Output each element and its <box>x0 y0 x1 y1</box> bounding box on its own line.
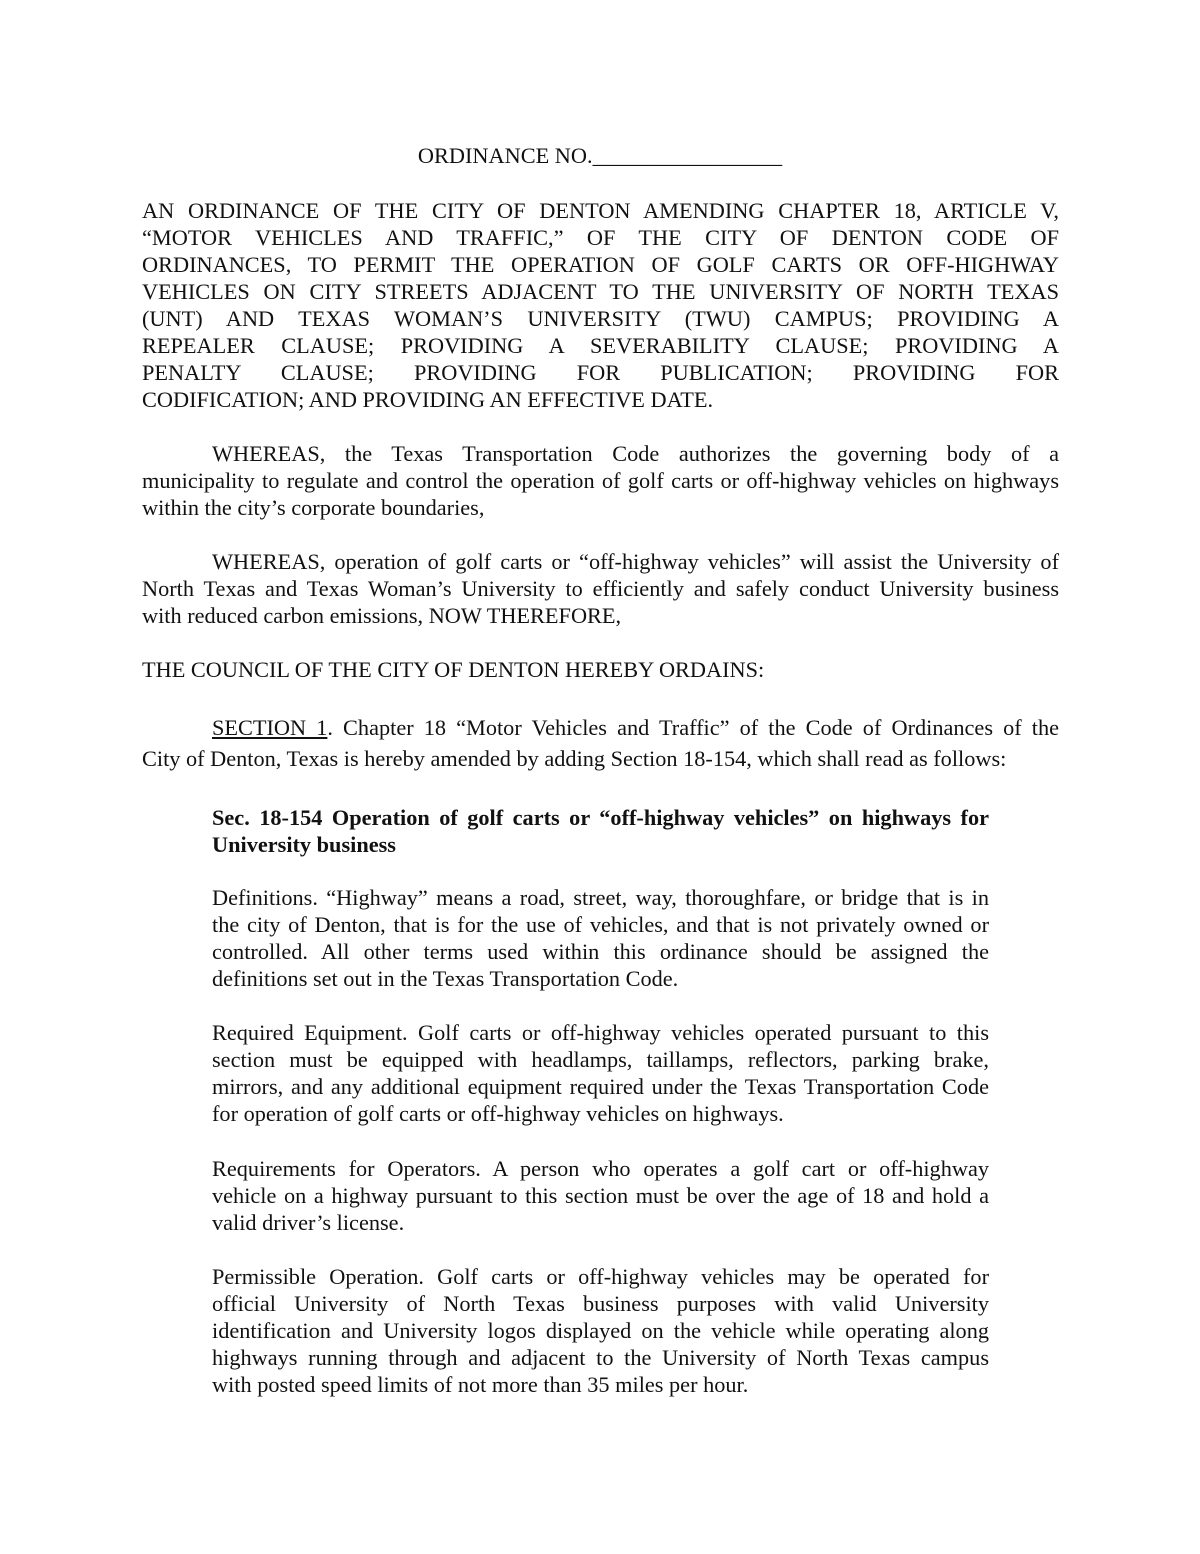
text-line: highways running through and adjacent to the University of North Texas campus <box>212 1345 989 1370</box>
text-line: VEHICLES ON CITY STREETS ADJACENT TO THE UNIVERSITY OF NORTH TEXAS <box>142 279 1059 304</box>
section-1-label: SECTION 1 <box>212 715 328 740</box>
text-line: THE COUNCIL OF THE CITY OF DENTON HEREBY ORDAINS: <box>142 657 765 682</box>
text-line: REPEALER CLAUSE; PROVIDING A SEVERABILITY CLAUSE; PROVIDING A <box>142 333 1059 358</box>
text-line: within the city’s corporate boundaries, <box>142 495 485 520</box>
text-line: with reduced carbon emissions, NOW THEREFORE, <box>142 603 622 628</box>
text-line: Required Equipment. Golf carts or off-highway vehicles operated pursuant to this <box>212 1020 989 1045</box>
text-line: with posted speed limits of not more than 35 miles per hour. <box>212 1372 749 1397</box>
text-line: WHEREAS, the Texas Transportation Code authorizes the governing body of a <box>212 441 1059 466</box>
text-line: for operation of golf carts or off-highway vehicles on highways. <box>212 1101 784 1126</box>
text-line: the city of Denton, that is for the use of vehicles, and that is not privately owned or <box>212 912 989 937</box>
text-line: “MOTOR VEHICLES AND TRAFFIC,” OF THE CITY OF DENTON CODE OF <box>142 225 1059 250</box>
section-1-paragraph <box>142 714 1059 772</box>
text-line: Requirements for Operators. A person who operates a golf cart or off-highway <box>212 1156 989 1181</box>
text-line: North Texas and Texas Woman’s University to efficiently and safely conduct University business <box>142 576 1059 601</box>
text-line: Definitions. “Highway” means a road, street, way, thoroughfare, or bridge that is in <box>212 885 989 910</box>
definitions-paragraph <box>212 884 989 992</box>
section-1-text-line-2: City of Denton, Texas is hereby amended by adding Section 18-154, which shall read as follows: <box>142 746 1007 771</box>
text-line: municipality to regulate and control the operation of golf carts or off-highway vehicles on highways <box>142 468 1059 493</box>
text-line: PENALTY CLAUSE; PROVIDING FOR PUBLICATION; PROVIDING FOR <box>142 360 1059 385</box>
text-line: definitions set out in the Texas Transportation Code. <box>212 966 679 991</box>
text-line: section must be equipped with headlamps, taillamps, reflectors, parking brake, <box>212 1047 989 1072</box>
whereas-paragraph-2 <box>142 548 1059 629</box>
text-line: CODIFICATION; AND PROVIDING AN EFFECTIVE DATE. <box>142 387 714 412</box>
section-1-text: . Chapter 18 “Motor Vehicles and Traffic” of the Code of Ordinances of the <box>327 715 1059 740</box>
section-heading <box>212 804 989 858</box>
ordains-statement <box>142 656 1059 683</box>
text-line: official University of North Texas business purposes with valid University <box>212 1291 989 1316</box>
text-line: AN ORDINANCE OF THE CITY OF DENTON AMENDING CHAPTER 18, ARTICLE V, <box>142 198 1059 223</box>
ordinance-number-blank: _________________ <box>592 143 783 168</box>
text-line: (UNT) AND TEXAS WOMAN’S UNIVERSITY (TWU) CAMPUS; PROVIDING A <box>142 306 1059 331</box>
ordinance-label: ORDINANCE NO. <box>417 143 593 168</box>
text-line: controlled. All other terms used within this ordinance should be assigned the <box>212 939 989 964</box>
text-line: vehicle on a highway pursuant to this section must be over the age of 18 and hold a <box>212 1183 989 1208</box>
whereas-paragraph-1 <box>142 440 1059 521</box>
operator-requirements-paragraph <box>212 1155 989 1236</box>
text-line: WHEREAS, operation of golf carts or “off-highway vehicles” will assist the University of <box>212 549 1059 574</box>
text-line: ORDINANCES, TO PERMIT THE OPERATION OF GOLF CARTS OR OFF-HIGHWAY <box>142 252 1059 277</box>
ordinance-title <box>0 142 1200 169</box>
text-line: identification and University logos displayed on the vehicle while operating along <box>212 1318 989 1343</box>
text-line: Sec. 18-154 Operation of golf carts or “off-highway vehicles” on highways for <box>212 805 989 830</box>
required-equipment-paragraph <box>212 1019 989 1127</box>
text-line: mirrors, and any additional equipment required under the Texas Transportation Code <box>212 1074 989 1099</box>
text-line: valid driver’s license. <box>212 1210 405 1235</box>
caption-paragraph <box>142 197 1059 413</box>
text-line: Permissible Operation. Golf carts or off-highway vehicles may be operated for <box>212 1264 989 1289</box>
text-line: University business <box>212 832 396 857</box>
permissible-operation-paragraph <box>212 1263 989 1398</box>
